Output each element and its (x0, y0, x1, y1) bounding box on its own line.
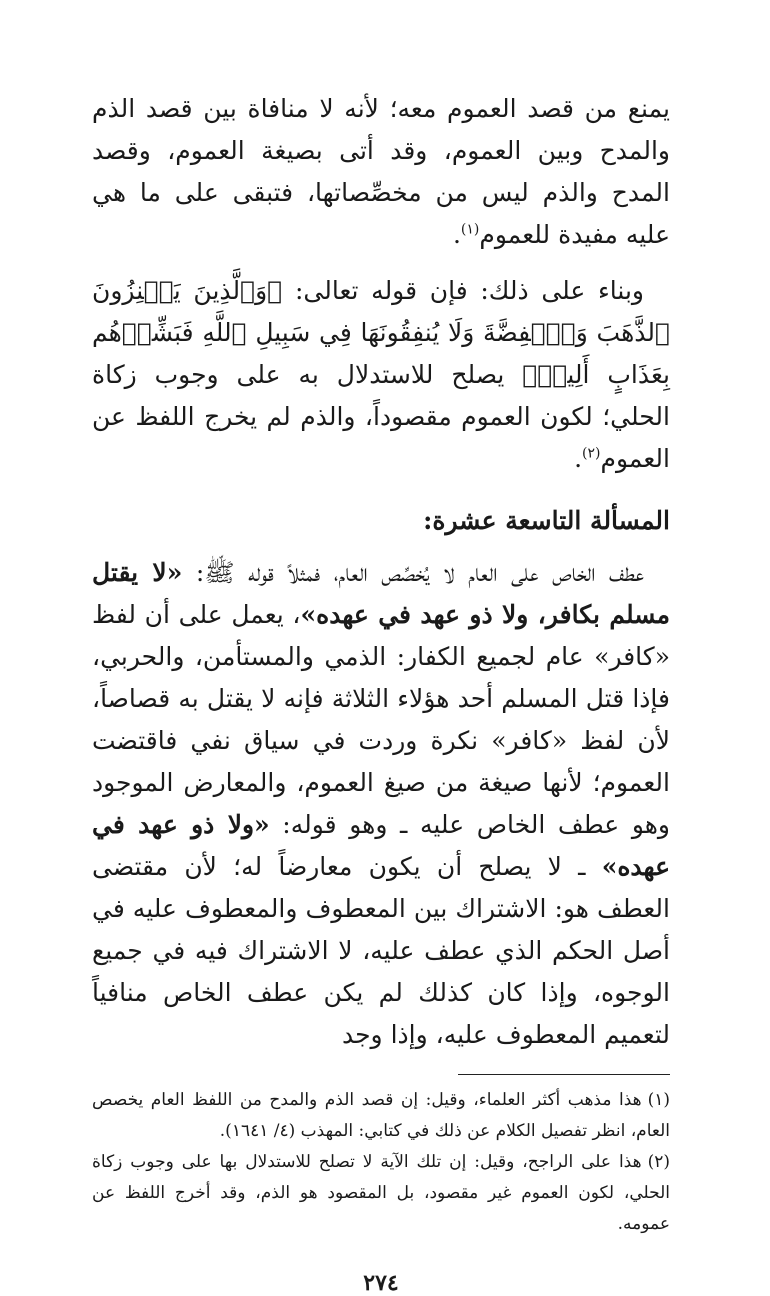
hadith-quote-1: «لا يقتل مسلم بكافر، ولا ذو عهد في عهده» (92, 558, 671, 629)
footnote-2 (92, 1147, 670, 1240)
book-page (92, 88, 670, 1296)
footnote-separator (458, 1074, 670, 1075)
hadith-quote-2: «ولا ذو عهد في عهده» (92, 810, 670, 881)
footnote-2-text: هذا على الراجح، وقيل: إن تلك الآية لا تصلح للاستدلال بها على وجوب زكاة الحلي، لكون العموم غير مقصود، بل المقصود هو الذم، وقد أخرج اللفظ عن عمومه. (92, 1152, 670, 1234)
paragraph-3-part-b: ، يعمل على أن لفظ «كافر» عام لجميع الكفار: الذمي والمستأمن، والحربي، فإذا قتل المسلم أحد هؤلاء الثلاثة فإنه لا يقتل به قصاصاً، لأن لفظ «كافر» نكرة وردت في سياق نفي فاقتضت العموم؛ لأنها صيغة من صيغ العموم، والمعارض الموجود وهو عطف الخاص عليه ـ وهو قوله: (92, 600, 671, 839)
page-number: ٢٧٤ (363, 1270, 399, 1296)
paragraph-2 (92, 270, 670, 480)
paragraph-2-rest: يصلح للاستدلال به على وجوب زكاة الحلي؛ لكون العموم مقصوداً، والذم لم يخرج اللفظ عن العموم (92, 360, 670, 473)
footnote-ref-2[interactable]: (٢) (582, 445, 601, 462)
paragraph-3 (92, 552, 670, 1056)
paragraph-1-text: يمنع من قصد العموم معه؛ لأنه لا منافاة بين قصد الذم والمدح وبين العموم، وقد أتى بصيغة العموم، وقصد المدح والذم ليس من مخصِّصاتها، فتبقى على ما هي عليه مفيدة للعموم (92, 94, 670, 249)
quran-verse: ﴿وَٱلَّذِينَ يَكۡنِزُونَ ٱلذَّهَبَ وَٱلۡفِضَّةَ وَلَا يُنفِقُونَهَا فِي سَبِيلِ ٱللَّهِ فَبَشِّرۡهُم بِعَذَابٍ أَلِيمٖ﴾ (92, 276, 670, 389)
paragraph-3-part-c: ـ لا يصلح أن يكون معارضاً له؛ لأن مقتضى العطف هو: الاشتراك بين المعطوف والمعطوف عليه في أصل الحكم الذي عطف عليه، لا الاشتراك فيه في جميع الوجوه، وإذا كان كذلك لم يكن عطف الخاص منافياً لتعميم المعطوف عليه، وإذا وجد (92, 852, 670, 1049)
section-heading: المسألة التاسعة عشرة: (423, 506, 670, 535)
footnote-ref-1[interactable]: (١) (460, 221, 480, 238)
footnotes (92, 1085, 670, 1240)
footnote-1-text: هذا مذهب أكثر العلماء، وقيل: إن قصد الذم والمدح من اللفظ العام يخصص العام، انظر تفصيل الكلام عن ذلك في كتابي: المهذب (٤/ ١٦٤١). (92, 1090, 670, 1141)
footnote-1 (92, 1085, 670, 1147)
paragraph-3-part-a: عطف الخاص على العام لا يُخصِّص العام، فمثلاً قوله ﷺ: (182, 558, 645, 587)
footnote-2-number: (٢) (647, 1152, 670, 1172)
paragraph-1 (92, 88, 670, 256)
paragraph-1-end: . (452, 220, 461, 249)
paragraph-2-intro: وبناء على ذلك: فإن قوله تعالى: (282, 276, 644, 305)
footnote-1-number: (١) (647, 1090, 670, 1110)
paragraph-2-end: . (574, 444, 583, 473)
